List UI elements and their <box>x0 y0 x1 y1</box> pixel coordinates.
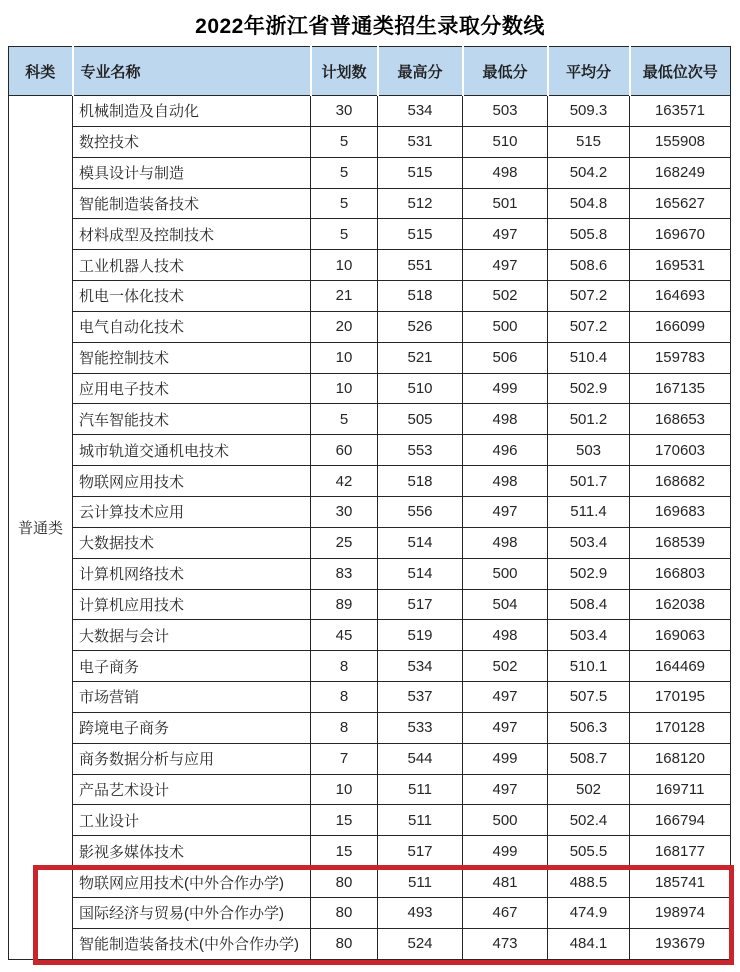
header-plan-count: 计划数 <box>311 47 378 96</box>
plan-count-cell: 80 <box>311 867 378 898</box>
table-row <box>9 96 731 127</box>
min-rank-cell: 169670 <box>630 219 731 250</box>
major-name-cell: 工业机器人技术 <box>73 250 311 281</box>
min-rank-cell: 164469 <box>630 651 731 682</box>
max-score-cell: 515 <box>378 157 463 188</box>
major-name-cell: 数控技术 <box>73 126 311 157</box>
min-rank-cell: 168120 <box>630 743 731 774</box>
table-row <box>9 682 731 713</box>
plan-count-cell: 7 <box>311 743 378 774</box>
min-rank-cell: 170603 <box>630 435 731 466</box>
table-row <box>9 373 731 404</box>
min-rank-cell: 167135 <box>630 373 731 404</box>
min-rank-cell: 168249 <box>630 157 731 188</box>
avg-score-cell: 511.4 <box>548 496 630 527</box>
max-score-cell: 518 <box>378 281 463 312</box>
min-rank-cell: 164693 <box>630 281 731 312</box>
table-row <box>9 435 731 466</box>
table-row <box>9 651 731 682</box>
max-score-cell: 556 <box>378 496 463 527</box>
min-score-cell: 497 <box>463 774 548 805</box>
table-row <box>9 342 731 373</box>
min-rank-cell: 169531 <box>630 250 731 281</box>
min-score-cell: 502 <box>463 281 548 312</box>
min-rank-cell: 168682 <box>630 466 731 497</box>
min-rank-cell: 165627 <box>630 188 731 219</box>
min-rank-cell: 193679 <box>630 928 731 959</box>
max-score-cell: 511 <box>378 774 463 805</box>
min-score-cell: 498 <box>463 404 548 435</box>
min-score-cell: 497 <box>463 219 548 250</box>
plan-count-cell: 30 <box>311 496 378 527</box>
min-rank-cell: 166794 <box>630 805 731 836</box>
avg-score-cell: 501.7 <box>548 466 630 497</box>
avg-score-cell: 510.1 <box>548 651 630 682</box>
plan-count-cell: 20 <box>311 311 378 342</box>
table-row <box>9 126 731 157</box>
table-row <box>9 250 731 281</box>
major-name-cell: 城市轨道交通机电技术 <box>73 435 311 466</box>
table-row <box>9 620 731 651</box>
min-rank-cell: 169683 <box>630 496 731 527</box>
major-name-cell: 材料成型及控制技术 <box>73 219 311 250</box>
table-body <box>9 96 731 960</box>
major-name-cell: 物联网应用技术 <box>73 466 311 497</box>
max-score-cell: 511 <box>378 867 463 898</box>
min-score-cell: 499 <box>463 373 548 404</box>
table-row <box>9 188 731 219</box>
plan-count-cell: 5 <box>311 404 378 435</box>
max-score-cell: 493 <box>378 897 463 928</box>
min-score-cell: 497 <box>463 682 548 713</box>
plan-count-cell: 5 <box>311 126 378 157</box>
plan-count-cell: 83 <box>311 558 378 589</box>
header-category: 科类 <box>9 47 73 96</box>
min-score-cell: 467 <box>463 897 548 928</box>
min-score-cell: 506 <box>463 342 548 373</box>
major-name-cell: 智能制造装备技术(中外合作办学) <box>73 928 311 959</box>
max-score-cell: 531 <box>378 126 463 157</box>
major-name-cell: 模具设计与制造 <box>73 157 311 188</box>
min-score-cell: 499 <box>463 836 548 867</box>
table-row <box>9 496 731 527</box>
min-score-cell: 504 <box>463 589 548 620</box>
max-score-cell: 510 <box>378 373 463 404</box>
header-min-rank: 最低位次号 <box>630 47 731 96</box>
max-score-cell: 526 <box>378 311 463 342</box>
major-name-cell: 市场营销 <box>73 682 311 713</box>
max-score-cell: 518 <box>378 466 463 497</box>
major-name-cell: 智能控制技术 <box>73 342 311 373</box>
table-row <box>9 836 731 867</box>
min-score-cell: 497 <box>463 712 548 743</box>
major-name-cell: 产品艺术设计 <box>73 774 311 805</box>
major-name-cell: 工业设计 <box>73 805 311 836</box>
major-name-cell: 大数据技术 <box>73 527 311 558</box>
table-row <box>9 311 731 342</box>
min-score-cell: 498 <box>463 620 548 651</box>
plan-count-cell: 21 <box>311 281 378 312</box>
plan-count-cell: 80 <box>311 928 378 959</box>
table-row <box>9 558 731 589</box>
min-rank-cell: 170128 <box>630 712 731 743</box>
max-score-cell: 511 <box>378 805 463 836</box>
table-row <box>9 589 731 620</box>
min-rank-cell: 162038 <box>630 589 731 620</box>
max-score-cell: 534 <box>378 651 463 682</box>
major-name-cell: 计算机应用技术 <box>73 589 311 620</box>
plan-count-cell: 30 <box>311 96 378 127</box>
avg-score-cell: 502.9 <box>548 373 630 404</box>
min-score-cell: 510 <box>463 126 548 157</box>
max-score-cell: 514 <box>378 558 463 589</box>
plan-count-cell: 10 <box>311 342 378 373</box>
plan-count-cell: 5 <box>311 157 378 188</box>
major-name-cell: 应用电子技术 <box>73 373 311 404</box>
major-name-cell: 机电一体化技术 <box>73 281 311 312</box>
max-score-cell: 512 <box>378 188 463 219</box>
avg-score-cell: 501.2 <box>548 404 630 435</box>
table-row <box>9 281 731 312</box>
plan-count-cell: 10 <box>311 250 378 281</box>
table-row <box>9 219 731 250</box>
avg-score-cell: 484.1 <box>548 928 630 959</box>
table-header-row <box>9 47 731 96</box>
plan-count-cell: 5 <box>311 219 378 250</box>
header-min-score: 最低分 <box>463 47 548 96</box>
table-row <box>9 157 731 188</box>
plan-count-cell: 60 <box>311 435 378 466</box>
max-score-cell: 534 <box>378 96 463 127</box>
avg-score-cell: 508.4 <box>548 589 630 620</box>
major-name-cell: 计算机网络技术 <box>73 558 311 589</box>
major-name-cell: 商务数据分析与应用 <box>73 743 311 774</box>
table-row <box>9 805 731 836</box>
table-row <box>9 466 731 497</box>
min-score-cell: 500 <box>463 805 548 836</box>
avg-score-cell: 504.2 <box>548 157 630 188</box>
min-rank-cell: 169063 <box>630 620 731 651</box>
avg-score-cell: 507.5 <box>548 682 630 713</box>
min-score-cell: 496 <box>463 435 548 466</box>
major-name-cell: 国际经济与贸易(中外合作办学) <box>73 897 311 928</box>
table-row <box>9 928 731 959</box>
min-score-cell: 498 <box>463 157 548 188</box>
min-rank-cell: 168653 <box>630 404 731 435</box>
plan-count-cell: 10 <box>311 373 378 404</box>
min-score-cell: 497 <box>463 250 548 281</box>
min-score-cell: 473 <box>463 928 548 959</box>
plan-count-cell: 15 <box>311 836 378 867</box>
plan-count-cell: 45 <box>311 620 378 651</box>
avg-score-cell: 474.9 <box>548 897 630 928</box>
min-rank-cell: 198974 <box>630 897 731 928</box>
plan-count-cell: 8 <box>311 682 378 713</box>
min-rank-cell: 185741 <box>630 867 731 898</box>
avg-score-cell: 507.2 <box>548 311 630 342</box>
avg-score-cell: 507.2 <box>548 281 630 312</box>
avg-score-cell: 503 <box>548 435 630 466</box>
avg-score-cell: 502 <box>548 774 630 805</box>
plan-count-cell: 5 <box>311 188 378 219</box>
plan-count-cell: 80 <box>311 897 378 928</box>
table-row <box>9 743 731 774</box>
avg-score-cell: 502.9 <box>548 558 630 589</box>
min-score-cell: 481 <box>463 867 548 898</box>
max-score-cell: 544 <box>378 743 463 774</box>
min-score-cell: 499 <box>463 743 548 774</box>
major-name-cell: 汽车智能技术 <box>73 404 311 435</box>
min-score-cell: 500 <box>463 558 548 589</box>
table-row <box>9 527 731 558</box>
major-name-cell: 机械制造及自动化 <box>73 96 311 127</box>
max-score-cell: 533 <box>378 712 463 743</box>
avg-score-cell: 515 <box>548 126 630 157</box>
min-rank-cell: 163571 <box>630 96 731 127</box>
min-rank-cell: 168177 <box>630 836 731 867</box>
avg-score-cell: 502.4 <box>548 805 630 836</box>
avg-score-cell: 505.8 <box>548 219 630 250</box>
min-score-cell: 502 <box>463 651 548 682</box>
category-cell: 普通类 <box>9 96 73 960</box>
max-score-cell: 524 <box>378 928 463 959</box>
max-score-cell: 514 <box>378 527 463 558</box>
min-rank-cell: 170195 <box>630 682 731 713</box>
min-rank-cell: 155908 <box>630 126 731 157</box>
table-row <box>9 897 731 928</box>
avg-score-cell: 505.5 <box>548 836 630 867</box>
header-major-name: 专业名称 <box>73 47 311 96</box>
max-score-cell: 517 <box>378 836 463 867</box>
avg-score-cell: 504.8 <box>548 188 630 219</box>
max-score-cell: 521 <box>378 342 463 373</box>
plan-count-cell: 25 <box>311 527 378 558</box>
avg-score-cell: 508.6 <box>548 250 630 281</box>
header-avg-score: 平均分 <box>548 47 630 96</box>
plan-count-cell: 8 <box>311 651 378 682</box>
plan-count-cell: 8 <box>311 712 378 743</box>
plan-count-cell: 15 <box>311 805 378 836</box>
plan-count-cell: 10 <box>311 774 378 805</box>
major-name-cell: 物联网应用技术(中外合作办学) <box>73 867 311 898</box>
major-name-cell: 云计算技术应用 <box>73 496 311 527</box>
min-score-cell: 503 <box>463 96 548 127</box>
avg-score-cell: 503.4 <box>548 527 630 558</box>
min-rank-cell: 166803 <box>630 558 731 589</box>
major-name-cell: 智能制造装备技术 <box>73 188 311 219</box>
admission-scores-table <box>8 46 731 960</box>
table-row <box>9 774 731 805</box>
max-score-cell: 517 <box>378 589 463 620</box>
max-score-cell: 505 <box>378 404 463 435</box>
major-name-cell: 跨境电子商务 <box>73 712 311 743</box>
min-rank-cell: 168539 <box>630 527 731 558</box>
max-score-cell: 537 <box>378 682 463 713</box>
avg-score-cell: 508.7 <box>548 743 630 774</box>
avg-score-cell: 488.5 <box>548 867 630 898</box>
major-name-cell: 影视多媒体技术 <box>73 836 311 867</box>
page-title: 2022年浙江省普通类招生录取分数线 <box>195 15 545 38</box>
min-rank-cell: 169711 <box>630 774 731 805</box>
header-max-score: 最高分 <box>378 47 463 96</box>
avg-score-cell: 503.4 <box>548 620 630 651</box>
min-rank-cell: 166099 <box>630 311 731 342</box>
max-score-cell: 553 <box>378 435 463 466</box>
table-row <box>9 867 731 898</box>
max-score-cell: 515 <box>378 219 463 250</box>
avg-score-cell: 510.4 <box>548 342 630 373</box>
min-score-cell: 498 <box>463 466 548 497</box>
min-rank-cell: 159783 <box>630 342 731 373</box>
max-score-cell: 551 <box>378 250 463 281</box>
major-name-cell: 大数据与会计 <box>73 620 311 651</box>
major-name-cell: 电气自动化技术 <box>73 311 311 342</box>
min-score-cell: 500 <box>463 311 548 342</box>
plan-count-cell: 89 <box>311 589 378 620</box>
major-name-cell: 电子商务 <box>73 651 311 682</box>
min-score-cell: 501 <box>463 188 548 219</box>
max-score-cell: 519 <box>378 620 463 651</box>
min-score-cell: 498 <box>463 527 548 558</box>
table-row <box>9 404 731 435</box>
plan-count-cell: 42 <box>311 466 378 497</box>
avg-score-cell: 506.3 <box>548 712 630 743</box>
avg-score-cell: 509.3 <box>548 96 630 127</box>
table-row <box>9 712 731 743</box>
min-score-cell: 497 <box>463 496 548 527</box>
